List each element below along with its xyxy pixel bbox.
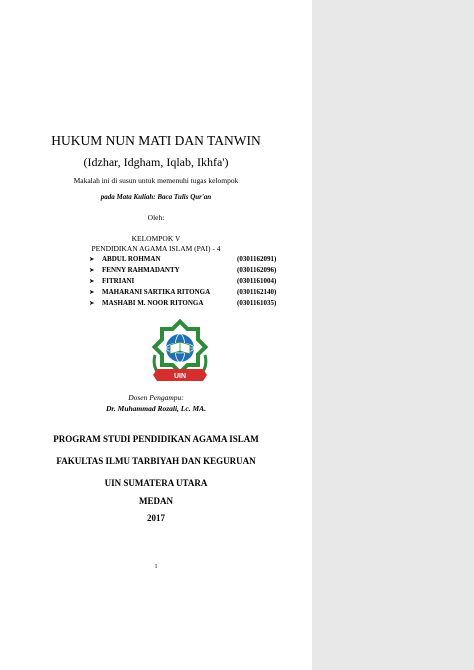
intro-line-1: Makalah ini di susun untuk memenuhi tugas kelompok [73,176,239,185]
lecturer-name: Dr. Muhammad Rozali, Lc. MA. [105,404,207,413]
member-name: ABDUL ROHMAN [102,255,161,263]
university-logo [145,315,215,390]
group-name: KELOMPOK V [131,234,181,243]
member-row [89,277,289,288]
intro-line-2: pada Mata Kuliah: Baca Tulis Qur'an [100,193,212,201]
document-subtitle: (Idzhar, Idgham, Iqlab, Ikhfa') [83,155,229,169]
lecturer-label: Dosen Pengampu: [128,393,184,402]
year: 2017 [147,513,165,523]
class-name: PENDIDIKAN AGAMA ISLAM (PAI) - 4 [91,244,221,253]
faculty-name: FAKULTAS ILMU TARBIYAH DAN KEGURUAN [56,456,256,466]
member-nim: (0301162140) [237,288,277,296]
member-nim: (0301162091) [237,255,277,263]
member-row [89,255,289,266]
document-title: HUKUM NUN MATI DAN TANWIN [51,133,261,148]
university-name: UIN SUMATERA UTARA [104,478,208,488]
comment-pane [312,0,474,670]
logo-text: UIN [173,373,187,380]
arrow-bullet-icon: ➤ [89,277,95,285]
by-label: Oleh: [147,213,165,222]
member-list [89,255,289,310]
member-row [89,299,289,310]
member-name: MASHABI M. NOOR RITONGA [102,299,204,307]
member-name: FENNY RAHMADANTY [102,266,180,274]
arrow-bullet-icon: ➤ [89,266,95,274]
program-name: PROGRAM STUDI PENDIDIKAN AGAMA ISLAM [53,434,259,444]
member-nim: (0301161004) [237,277,277,285]
arrow-bullet-icon: ➤ [89,299,95,307]
page-number: 1 [154,564,158,570]
arrow-bullet-icon: ➤ [89,255,95,263]
member-nim: (0301162096) [237,266,277,274]
member-row [89,266,289,277]
arrow-bullet-icon: ➤ [89,288,95,296]
member-nim: (0301161035) [237,299,277,307]
member-name: FITRIANI [102,277,135,285]
member-name: MAHARANI SARTIKA RITONGA [102,288,211,296]
city-name: MEDAN [139,496,173,506]
member-row [89,288,289,299]
